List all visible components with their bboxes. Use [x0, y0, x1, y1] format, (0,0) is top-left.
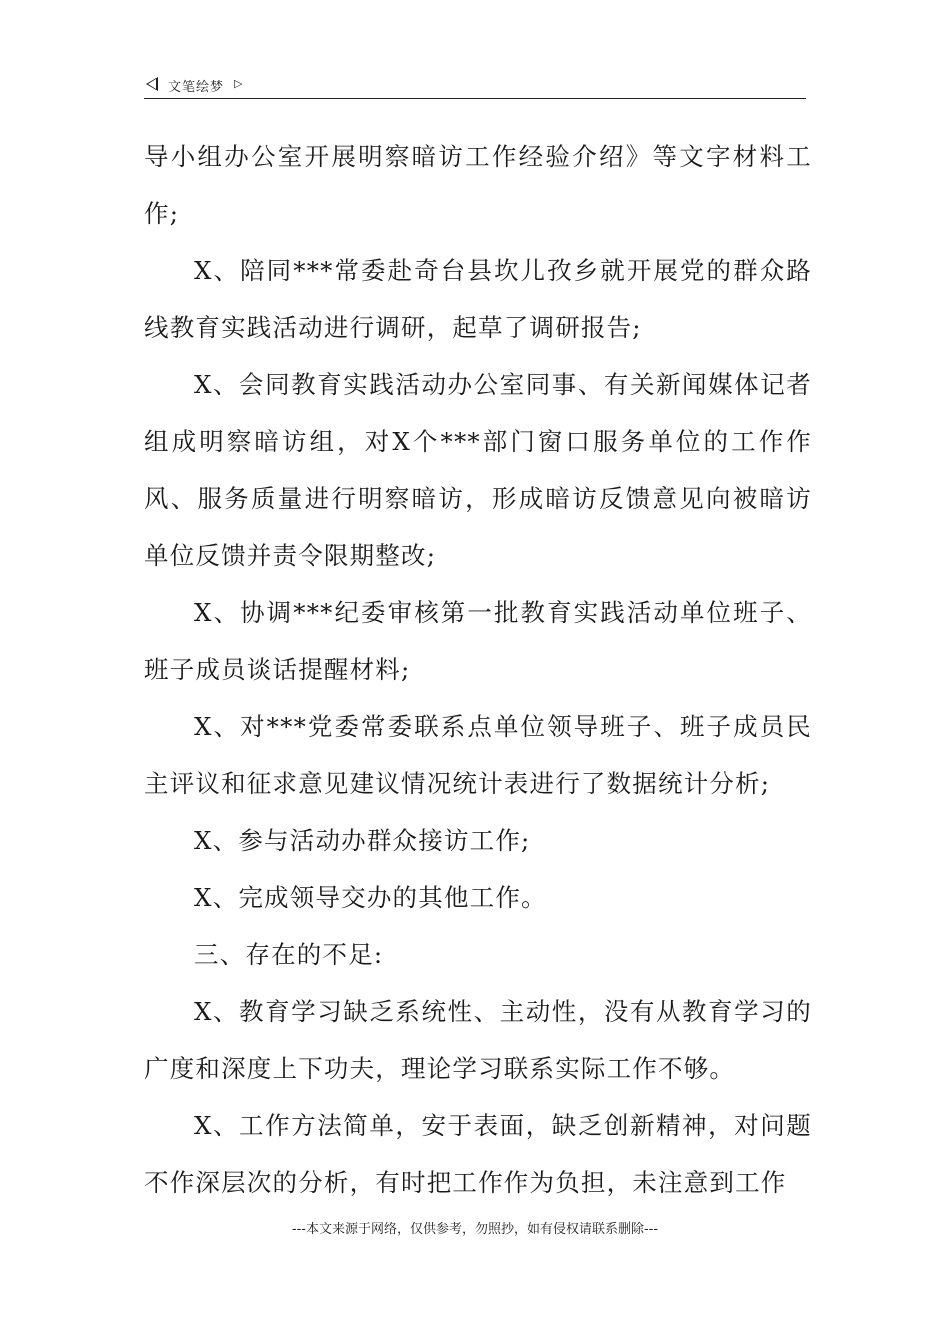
document-body — [144, 128, 812, 1211]
triangle-right-icon: ▷ — [234, 77, 243, 90]
paragraph-3: X、会同教育实践活动办公室同事、有关新闻媒体记者组成明察暗访组，对X个***部门窗口服务单位的工作作风、服务质量进行明察暗访，形成暗访反馈意见向被暗访单位反馈并责令限期整改; — [144, 370, 812, 570]
header-brand: 文笔绘梦 — [168, 80, 225, 95]
page-footer-disclaimer: ---本文来源于网络，仅供参考，勿照抄，如有侵权请联系删除--- — [291, 1222, 659, 1237]
section-heading-shortcomings: 三、存在的不足: — [194, 940, 384, 969]
paragraph-2: X、陪同***常委赴奇台县坎儿孜乡就开展党的群众路线教育实践活动进行调研，起草了调研报告; — [144, 256, 812, 342]
paragraph-4: X、协调***纪委审核第一批教育实践活动单位班子、班子成员谈话提醒材料; — [144, 598, 812, 684]
paragraph-10: X、工作方法简单，安于表面，缺乏创新精神，对问题不作深层次的分析，有时把工作作为负担，未注意到工作 — [144, 1111, 812, 1197]
triangle-left-icon — [146, 77, 158, 91]
paragraph-7: X、完成领导交办的其他工作。 — [194, 883, 547, 912]
page-header — [144, 74, 806, 99]
paragraph-5: X、对***党委常委联系点单位领导班子、班子成员民主评议和征求意见建议情况统计表进行了数据统计分析; — [144, 712, 812, 798]
paragraph-6: X、参与活动办群众接访工作; — [194, 826, 531, 855]
paragraph-1: 导小组办公室开展明察暗访工作经验介绍》等文字材料工作; — [144, 142, 812, 228]
paragraph-9: X、教育学习缺乏系统性、主动性，没有从教育学习的广度和深度上下功夫，理论学习联系实际工作不够。 — [144, 997, 812, 1083]
